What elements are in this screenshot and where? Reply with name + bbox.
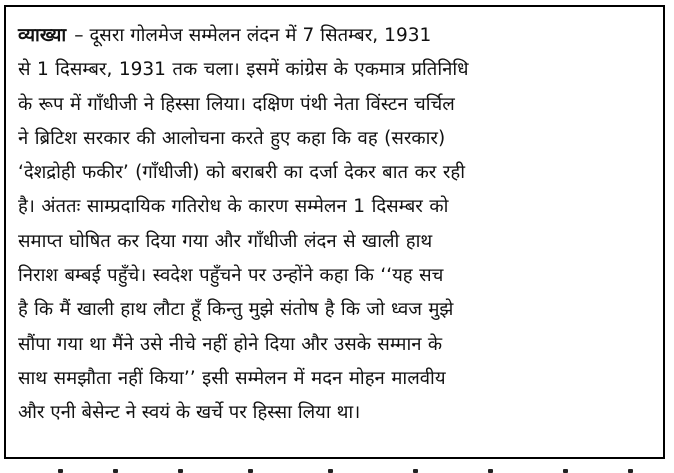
text-fragment <box>488 469 493 473</box>
passage-line-10: सौंपा गया था मैंने उसे नीचे नहीं होने दिया और उसके सम्मान के <box>18 333 443 355</box>
text-fragment <box>563 469 568 473</box>
passage-line-11: साथ समझौता नहीं किया’’ इसी सम्मेलन में मदन मोहन मालवीय <box>18 367 446 389</box>
passage-line-12: और एनी बेसेन्ट ने स्वयं के खर्चे पर हिस्सा लिया था। <box>18 402 361 424</box>
text-fragment <box>248 469 253 473</box>
passage-line-3: के रूप में गाँधीजी ने हिस्सा लिया। दक्षिण पंथी नेता विंस्टन चर्चिल <box>18 93 455 115</box>
passage-line-2: से 1 दिसम्बर, 1931 तक चला। इसमें कांग्रेस के एकमात्र प्रतिनिधि <box>18 59 469 81</box>
passage-line-7: समाप्त घोषित कर दिया गया और गाँधीजी लंदन से खाली हाथ <box>18 230 433 252</box>
passage-line-4: ने ब्रिटिश सरकार की आलोचना करते हुए कहा कि वह (सरकार) <box>18 127 446 149</box>
text-fragment <box>113 469 118 473</box>
cut-off-next-line <box>18 464 658 473</box>
text-fragment <box>413 469 418 473</box>
text-box <box>4 5 665 459</box>
passage-line-5: ‘देशद्रोही फकीर’ (गाँधीजी) को बराबरी का दर्जा देकर बात कर रही <box>18 162 465 184</box>
text-fragment <box>58 469 63 473</box>
passage-line-1-text: – दूसरा गोलमेज सम्मेलन लंदन में 7 सितम्बर, 1931 <box>74 25 432 46</box>
text-fragment <box>178 469 183 473</box>
text-fragment <box>628 469 633 473</box>
passage-line-8: निराश बम्बई पहुँचे। स्वदेश पहुँचने पर उन्होंने कहा कि ‘‘यह सच <box>18 265 444 287</box>
passage-label: व्याख्या <box>18 25 67 46</box>
passage-line-9: है कि मैं खाली हाथ लौटा हूँ किन्तु मुझे संतोष है कि जो ध्वज मुझे <box>18 299 454 321</box>
text-fragment <box>328 469 333 473</box>
passage <box>18 19 648 431</box>
passage-line-1 <box>18 19 648 53</box>
passage-line-6: है। अंततः साम्प्रदायिक गतिरोध के कारण सम्मेलन 1 दिसम्बर को <box>18 196 449 218</box>
